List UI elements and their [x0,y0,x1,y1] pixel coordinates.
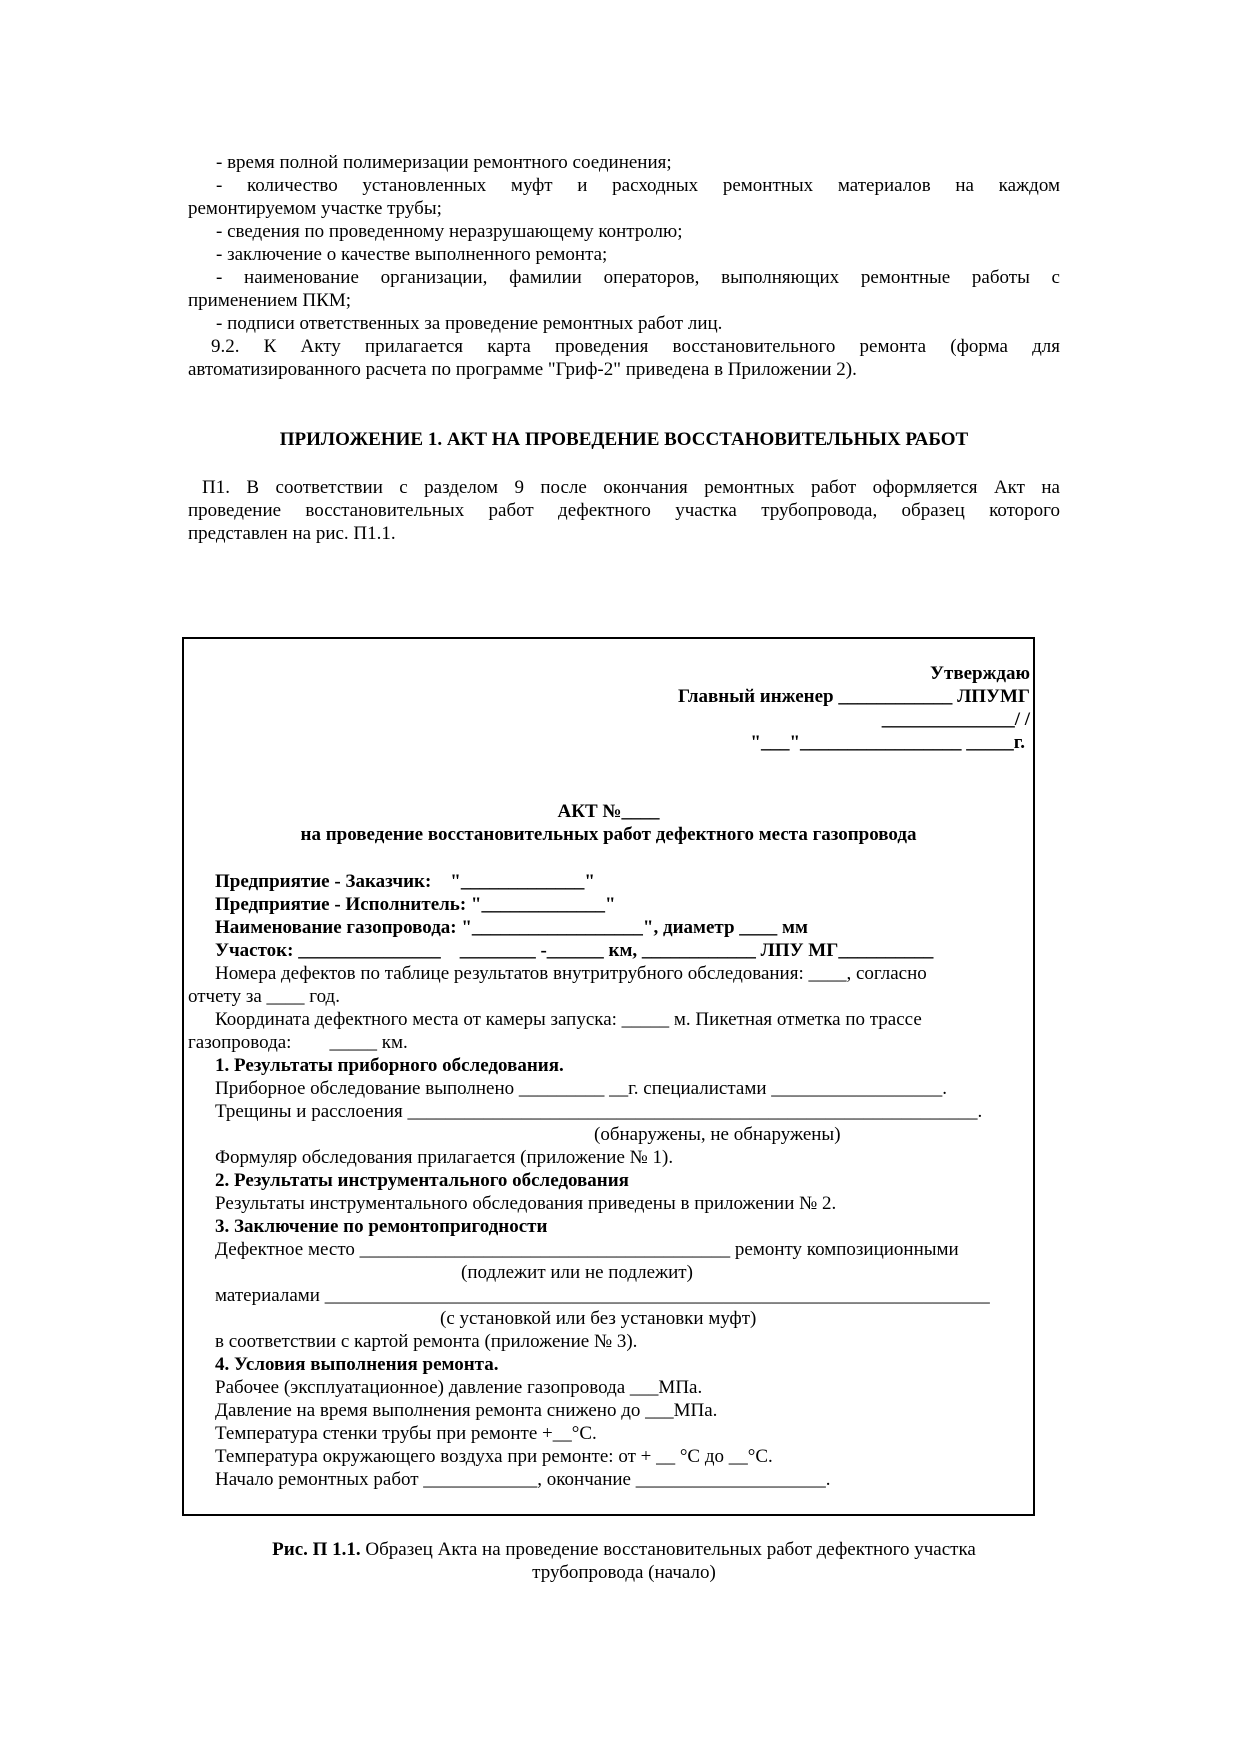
section-1-line-2-note: (обнаружены, не обнаружены) [594,1124,841,1145]
list-item-quality: - заключение о качестве выполненного ремонта; [216,244,608,265]
section-1-title: 1. Результаты приборного обследования. [215,1055,564,1076]
defects-line-cont: отчету за ____ год. [188,986,340,1007]
section-3-line-2-note: (с установкой или без установки муфт) [440,1308,757,1329]
section-line: Участок: _______________ ________ -______ км, ____________ ЛПУ МГ__________ [215,940,934,961]
list-item-organization: - наименование организации, фамилии операторов, выполняющих ремонтные работы с [216,267,1060,288]
section-4-line-4: Температура окружающего воздуха при ремонте: от + __ °С до __°С. [215,1446,773,1467]
date-line: "___"_________________ _____г. [750,732,1025,753]
section-2-title: 2. Результаты инструментального обследования [215,1170,629,1191]
section-2-line-1: Результаты инструментального обследования приведены в приложении № 2. [215,1193,837,1214]
section-3-line-3: в соответствии с картой ремонта (приложение № 3). [215,1331,638,1352]
act-title: на проведение восстановительных работ дефектного места газопровода [300,824,917,845]
section-3-line-1-note: (подлежит или не подлежит) [461,1262,693,1283]
list-item-polymerization: - время полной полимеризации ремонтного соединения; [216,152,672,173]
section-1-line-2: Трещины и расслоения ____________________________________________________________. [215,1101,983,1122]
paragraph-9-2-cont: автоматизированного расчета по программе "Гриф-2" приведена в Приложении 2). [188,359,857,380]
chief-engineer-line: Главный инженер ____________ ЛПУМГ [677,686,1030,707]
figure-caption [188,1538,1060,1561]
list-item-ndt: - сведения по проведенному неразрушающему контролю; [216,221,683,242]
list-item-organization-cont: применением ПКМ; [188,290,352,311]
section-4-line-1: Рабочее (эксплуатационное) давление газопровода ___МПа. [215,1377,703,1398]
pipeline-line: Наименование газопровода: "__________________", диаметр ____ мм [215,917,808,938]
list-item-couplings: - количество установленных муфт и расходных ремонтных материалов на каждом [216,175,1060,196]
figure-caption-line2: трубопровода (начало) [532,1562,716,1583]
section-4-line-5: Начало ремонтных работ ____________, окончание ____________________. [215,1469,831,1490]
list-item-signatures: - подписи ответственных за проведение ремонтных работ лиц. [216,313,723,334]
section-1-line-3: Формуляр обследования прилагается (приложение № 1). [215,1147,674,1168]
figure-caption-text: Образец Акта на проведение восстановительных работ дефектного участка [360,1539,976,1560]
customer-line: Предприятие - Заказчик: "_____________" [215,871,595,892]
act-number: АКТ №____ [557,801,660,822]
list-item-couplings-cont: ремонтируемом участке трубы; [188,198,442,219]
appendix-paragraph: П1. В соответствии с разделом 9 после окончания ремонтных работ оформляется Акт на [202,477,1060,498]
section-4-line-2: Давление на время выполнения ремонта снижено до ___МПа. [215,1400,718,1421]
section-3-line-1: Дефектное место _______________________________________ ремонту композиционными [215,1239,959,1260]
signature-line: ______________/ / [881,709,1030,730]
figure-caption-label: Рис. П 1.1. [272,1539,361,1560]
appendix-paragraph-line3: представлен на рис. П1.1. [188,523,396,544]
section-3-line-2: материалами ______________________________________________________________________ [215,1285,990,1306]
coordinate-line: Координата дефектного места от камеры запуска: _____ м. Пикетная отметка по трассе [215,1009,922,1030]
paragraph-9-2: 9.2. К Акту прилагается карта проведения восстановительного ремонта (форма для [211,336,1060,357]
section-4-line-3: Температура стенки трубы при ремонте +__°С. [215,1423,597,1444]
defects-line: Номера дефектов по таблице результатов внутритрубного обследования: ____, согласно [215,963,927,984]
appendix-heading: ПРИЛОЖЕНИЕ 1. АКТ НА ПРОВЕДЕНИЕ ВОССТАНОВИТЕЛЬНЫХ РАБОТ [279,429,969,450]
appendix-paragraph-line2: проведение восстановительных работ дефектного участка трубопровода, образец которого [188,500,1060,521]
approve-label: Утверждаю [930,663,1030,684]
section-3-title: 3. Заключение по ремонтопригодности [215,1216,548,1237]
section-1-line-1: Приборное обследование выполнено _________ __г. специалистами __________________. [215,1078,948,1099]
section-4-title: 4. Условия выполнения ремонта. [215,1354,499,1375]
coordinate-line-cont: газопровода: _____ км. [188,1032,408,1053]
contractor-line: Предприятие - Исполнитель: "_____________" [215,894,616,915]
